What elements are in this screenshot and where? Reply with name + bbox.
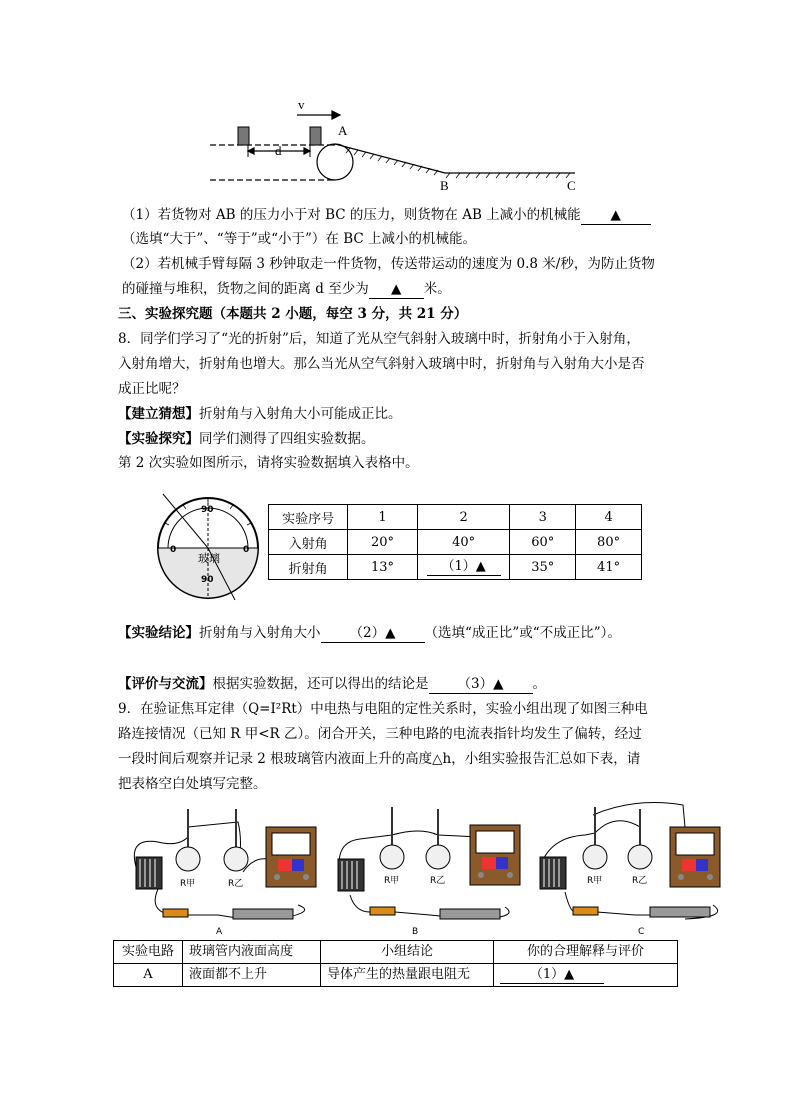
table-cell: A [114, 964, 183, 987]
table-header: 实验序号 [269, 505, 348, 530]
q7-part2-cont: 的碰撞与堆积，货物之间的距离 d 至少为 ▲ 米。 [122, 281, 451, 297]
q9-text-2: 路连接情况（已知 R 甲<R 乙）。闭合开关，三种电路的电流表指针均发生了偏转，经过 [118, 726, 642, 742]
table-cell: 41° [576, 555, 642, 580]
section-3-title: 三、实验探究题（本题共 2 小题，每空 3 分，共 21 分） [118, 306, 468, 322]
report-table [113, 940, 678, 987]
table-cell[interactable] [494, 964, 678, 987]
protractor-right-label: 0 [243, 545, 250, 555]
q7-part2: （2）若机械手臂每隔 3 秒钟取走一件货物，传送带运动的速度为 0.8 米/秒，为防止货物 [122, 256, 655, 272]
switch-icon [573, 907, 598, 915]
row-label: 折射角 [269, 555, 348, 580]
q8-experiment: 【实验探究】同学们测得了四组实验数据。 [118, 431, 375, 447]
table-row [269, 505, 642, 530]
q8-hypothesis: 【建立猜想】折射角与入射角大小可能成正比。 [118, 406, 402, 422]
switch-icon [163, 909, 188, 917]
label-v: v [298, 97, 305, 112]
table-cell: 60° [510, 530, 576, 555]
q8-text-4: 第 2 次实验如图所示，请将实验数据填入表格中。 [118, 455, 419, 471]
flask-icon [380, 807, 404, 869]
q7-blank-1[interactable]: ▲ [581, 207, 651, 225]
table-cell: 35° [510, 555, 576, 580]
cargo-box [310, 127, 321, 145]
rheostat-icon [233, 909, 293, 919]
flask-icon [583, 807, 607, 869]
protractor-top-label: 90 [201, 505, 214, 515]
protractor-left-label: 0 [170, 545, 177, 555]
circuit-label: C [638, 927, 645, 937]
table-cell: 80° [576, 530, 642, 555]
battery-icon [540, 857, 566, 889]
resistor-label: R乙 [430, 876, 446, 886]
q9-blank-1[interactable]: （1）▲ [500, 966, 604, 984]
table-row [114, 941, 678, 964]
protractor-bottom-label: 90 [201, 575, 214, 585]
flask-icon [426, 809, 450, 869]
row-label: 入射角 [269, 530, 348, 555]
label-c: C [567, 178, 576, 193]
rheostat-icon [440, 909, 500, 919]
table-row [269, 555, 642, 580]
table-header: 2 [417, 505, 510, 530]
battery-icon [338, 859, 364, 891]
circuit-a [118, 797, 328, 937]
circuit-c [535, 797, 750, 937]
resistor-label: R甲 [587, 876, 603, 886]
q9-text-1: 9．在验证焦耳定律（Q=I²Rt）中电热与电阻的定性关系时，实验小组出现了如图三种电 [118, 701, 648, 717]
table-header: 4 [576, 505, 642, 530]
q8-evaluation: 【评价与交流】根据实验数据，还可以得出的结论是 （3）▲ 。 [118, 676, 546, 692]
q9-text-4: 把表格空白处填写完整。 [118, 776, 267, 792]
table-row [114, 964, 678, 987]
circuit-label: B [412, 927, 419, 937]
resistor-label: R甲 [384, 876, 400, 886]
table-header: 你的合理解释与评价 [494, 941, 678, 964]
flask-icon [176, 809, 200, 871]
q8-text-1: 8．同学们学习了“光的折射”后，知道了光从空气斜射入玻璃中时，折射角小于入射角， [118, 331, 640, 347]
q7-part1: （1）若货物对 AB 的压力小于对 BC 的压力，则货物在 AB 上减小的机械能 ▲ [122, 205, 651, 225]
glass-label: 玻璃 [198, 552, 220, 565]
battery-icon [136, 857, 162, 889]
label-a: A [338, 123, 348, 138]
protractor-figure [155, 482, 265, 602]
table-header: 小组结论 [321, 941, 494, 964]
q8-text-3: 成正比呢？ [118, 381, 186, 397]
flask-icon [628, 809, 652, 869]
table-row [269, 530, 642, 555]
ammeter-icon [670, 827, 720, 887]
conveyor-figure [200, 95, 600, 195]
table-cell: 13° [348, 555, 418, 580]
switch-icon [370, 907, 395, 915]
resistor-label: R乙 [632, 876, 648, 886]
table-cell: 40° [417, 530, 510, 555]
refraction-table [268, 504, 642, 580]
table-header: 玻璃管内液面高度 [183, 941, 321, 964]
flask-icon [224, 809, 248, 871]
q7-blank-2[interactable]: ▲ [369, 281, 424, 299]
label-b: B [440, 178, 449, 193]
q8-conclusion: 【实验结论】折射角与入射角大小 （2）▲ （选填“成正比”或“不成正比”）。 [118, 625, 621, 641]
resistor-label: R乙 [228, 879, 244, 889]
q8-blank-2[interactable]: （2）▲ [321, 625, 425, 643]
rheostat-icon [650, 907, 710, 917]
table-header: 1 [348, 505, 418, 530]
q8-text-2: 入射角增大，折射角也增大。那么当光从空气斜射入玻璃中时，折射角与入射角大小是否 [118, 356, 645, 372]
table-cell: 20° [348, 530, 418, 555]
q8-blank-1[interactable]: （1）▲ [427, 558, 501, 576]
ammeter-icon [266, 827, 316, 887]
q9-text-3: 一段时间后观察并记录 2 根玻璃管内液面上升的高度△h，小组实验报告汇总如下表，请 [118, 751, 641, 767]
table-cell: 导体产生的热量跟电阻无 [321, 964, 494, 987]
cargo-box [238, 127, 249, 145]
label-d: d [275, 143, 282, 158]
table-header: 3 [510, 505, 576, 530]
q8-blank-3[interactable]: （3）▲ [429, 676, 533, 694]
q7-part1-cont: （选填“大于”、“等于”或“小于”）在 BC 上减小的机械能。 [122, 231, 476, 247]
table-cell: 液面都不上升 [183, 964, 321, 987]
table-header: 实验电路 [114, 941, 183, 964]
circuit-label: A [216, 927, 223, 937]
table-cell[interactable] [417, 555, 510, 580]
ammeter-icon [470, 825, 520, 885]
resistor-label: R甲 [180, 879, 196, 889]
circuit-b [330, 797, 535, 937]
